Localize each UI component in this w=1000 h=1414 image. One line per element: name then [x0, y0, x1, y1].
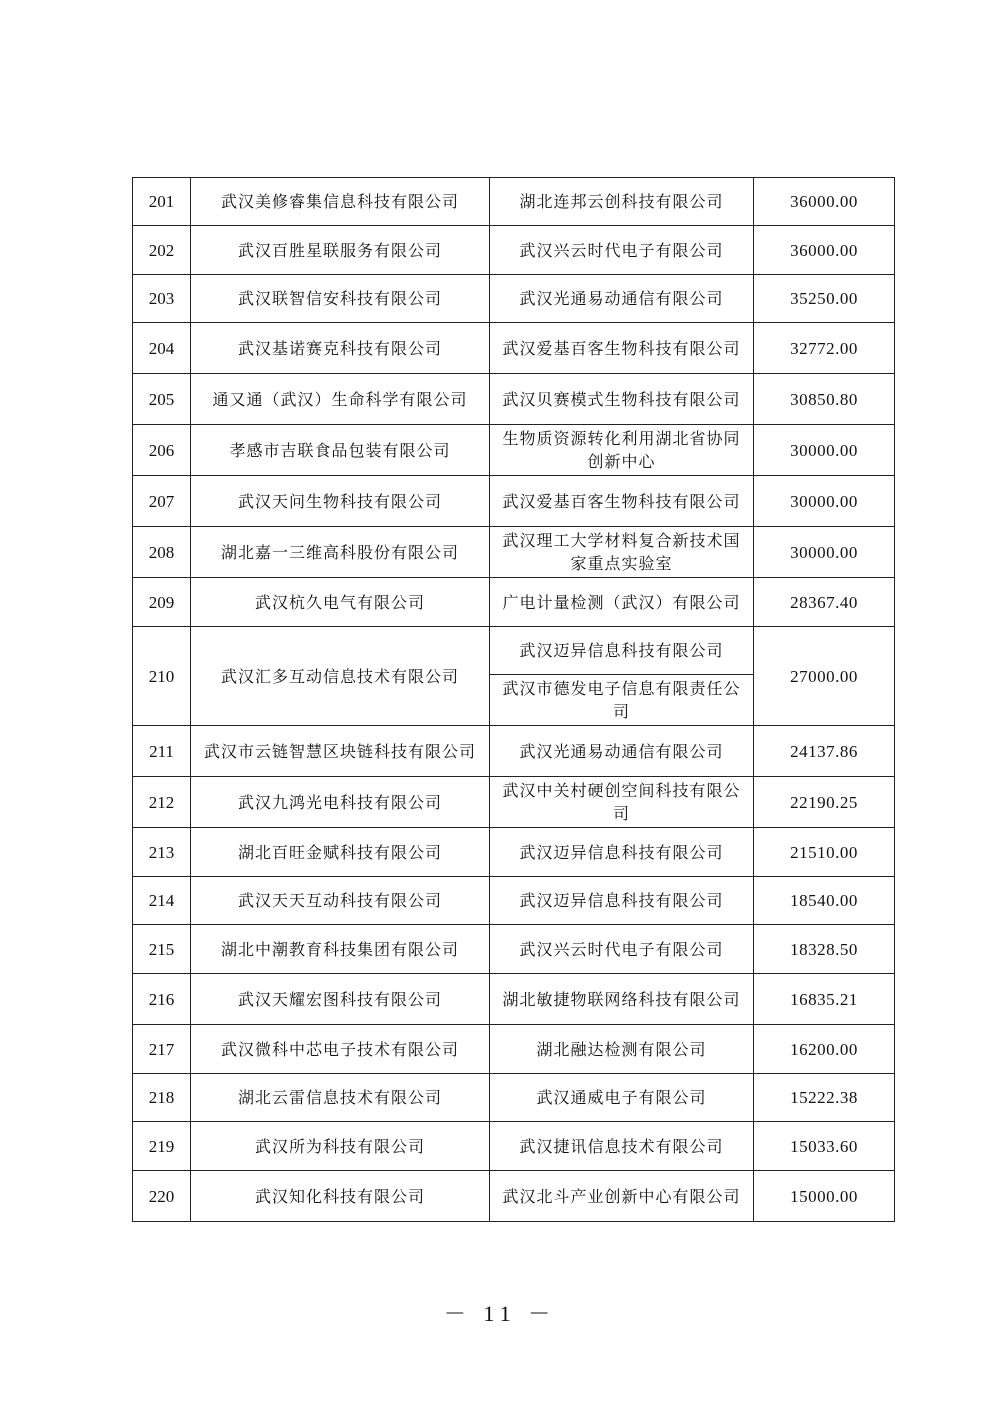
row-number: 206: [133, 425, 191, 476]
amount: 22190.25: [754, 777, 895, 828]
partner-name: 生物质资源转化利用湖北省协同创新中心: [490, 425, 754, 476]
partner-name: 武汉爱基百客生物科技有限公司: [490, 476, 754, 527]
row-number: 208: [133, 527, 191, 578]
row-number: 216: [133, 974, 191, 1025]
row-number: 209: [133, 578, 191, 627]
table-row: [133, 974, 895, 1025]
table-row: [133, 275, 895, 323]
company-name: 湖北嘉一三维高科股份有限公司: [191, 527, 490, 578]
table-row: [133, 1025, 895, 1074]
row-number: 204: [133, 323, 191, 374]
row-number: 207: [133, 476, 191, 527]
table-row: [133, 627, 895, 675]
partner-name: 武汉迈异信息科技有限公司: [490, 828, 754, 877]
row-number: 219: [133, 1122, 191, 1171]
amount: 18540.00: [754, 877, 895, 925]
company-name: 武汉知化科技有限公司: [191, 1171, 490, 1222]
partner-name: 武汉通威电子有限公司: [490, 1074, 754, 1122]
table-row: [133, 1074, 895, 1122]
company-name: 湖北百旺金赋科技有限公司: [191, 828, 490, 877]
amount: 30000.00: [754, 476, 895, 527]
table-row: [133, 578, 895, 627]
table-row: [133, 726, 895, 777]
partner-name: 湖北敏捷物联网络科技有限公司: [490, 974, 754, 1025]
partner-name: 武汉迈异信息科技有限公司: [490, 877, 754, 925]
amount: 35250.00: [754, 275, 895, 323]
partner-name: 武汉光通易动通信有限公司: [490, 275, 754, 323]
company-name: 武汉天问生物科技有限公司: [191, 476, 490, 527]
company-name: 湖北云雷信息技术有限公司: [191, 1074, 490, 1122]
table-row: [133, 925, 895, 974]
row-number: 210: [133, 627, 191, 726]
company-name: 武汉市云链智慧区块链科技有限公司: [191, 726, 490, 777]
table-row: [133, 425, 895, 476]
row-number: 205: [133, 374, 191, 425]
company-name: 武汉美修睿集信息科技有限公司: [191, 178, 490, 226]
table-row: [133, 828, 895, 877]
page-number: － 11 －: [443, 1301, 557, 1326]
company-name: 武汉天耀宏图科技有限公司: [191, 974, 490, 1025]
company-name: 武汉汇多互动信息技术有限公司: [191, 627, 490, 726]
table-row: [133, 877, 895, 925]
amount: 16200.00: [754, 1025, 895, 1074]
company-name: 通又通（武汉）生命科学有限公司: [191, 374, 490, 425]
amount: 28367.40: [754, 578, 895, 627]
row-number: 214: [133, 877, 191, 925]
partner-name: 湖北融达检测有限公司: [490, 1025, 754, 1074]
row-number: 215: [133, 925, 191, 974]
partner-name: 武汉迈异信息科技有限公司: [490, 627, 754, 675]
row-number: 217: [133, 1025, 191, 1074]
table-row: [133, 777, 895, 828]
amount: 21510.00: [754, 828, 895, 877]
partner-name: 武汉贝赛模式生物科技有限公司: [490, 374, 754, 425]
company-name: 武汉基诺赛克科技有限公司: [191, 323, 490, 374]
table-row: [133, 323, 895, 374]
company-name: 武汉联智信安科技有限公司: [191, 275, 490, 323]
row-number: 220: [133, 1171, 191, 1222]
amount: 18328.50: [754, 925, 895, 974]
row-number: 213: [133, 828, 191, 877]
amount: 30850.80: [754, 374, 895, 425]
amount: 15222.38: [754, 1074, 895, 1122]
amount: 24137.86: [754, 726, 895, 777]
partner-name: 湖北连邦云创科技有限公司: [490, 178, 754, 226]
partner-name: 武汉理工大学材料复合新技术国家重点实验室: [490, 527, 754, 578]
table-row: [133, 178, 895, 226]
row-number: 212: [133, 777, 191, 828]
partner-name-secondary: 武汉市德发电子信息有限责任公司: [490, 675, 754, 726]
table-row: [133, 226, 895, 275]
table-row: [133, 476, 895, 527]
company-name: 武汉所为科技有限公司: [191, 1122, 490, 1171]
company-name: 孝感市吉联食品包装有限公司: [191, 425, 490, 476]
company-name: 武汉杭久电气有限公司: [191, 578, 490, 627]
amount: 15000.00: [754, 1171, 895, 1222]
table-row: [133, 374, 895, 425]
partner-name: 武汉光通易动通信有限公司: [490, 726, 754, 777]
table-row: [133, 1122, 895, 1171]
table-row: [133, 527, 895, 578]
partner-name: 武汉北斗产业创新中心有限公司: [490, 1171, 754, 1222]
amount: 36000.00: [754, 178, 895, 226]
company-name: 武汉微科中芯电子技术有限公司: [191, 1025, 490, 1074]
partner-name: 武汉爱基百客生物科技有限公司: [490, 323, 754, 374]
amount: 15033.60: [754, 1122, 895, 1171]
contract-table: [132, 177, 895, 1222]
amount: 16835.21: [754, 974, 895, 1025]
row-number: 211: [133, 726, 191, 777]
amount: 32772.00: [754, 323, 895, 374]
company-name: 武汉天天互动科技有限公司: [191, 877, 490, 925]
row-number: 218: [133, 1074, 191, 1122]
row-number: 202: [133, 226, 191, 275]
partner-name: 武汉中关村硬创空间科技有限公司: [490, 777, 754, 828]
company-name: 武汉九鸿光电科技有限公司: [191, 777, 490, 828]
company-name: 湖北中潮教育科技集团有限公司: [191, 925, 490, 974]
amount: 36000.00: [754, 226, 895, 275]
row-number: 203: [133, 275, 191, 323]
table-row: [133, 1171, 895, 1222]
amount: 30000.00: [754, 425, 895, 476]
company-name: 武汉百胜星联服务有限公司: [191, 226, 490, 275]
row-number: 201: [133, 178, 191, 226]
partner-name: 武汉兴云时代电子有限公司: [490, 226, 754, 275]
amount: 30000.00: [754, 527, 895, 578]
partner-name: 武汉兴云时代电子有限公司: [490, 925, 754, 974]
partner-name: 广电计量检测（武汉）有限公司: [490, 578, 754, 627]
amount: 27000.00: [754, 627, 895, 726]
partner-name: 武汉捷讯信息技术有限公司: [490, 1122, 754, 1171]
